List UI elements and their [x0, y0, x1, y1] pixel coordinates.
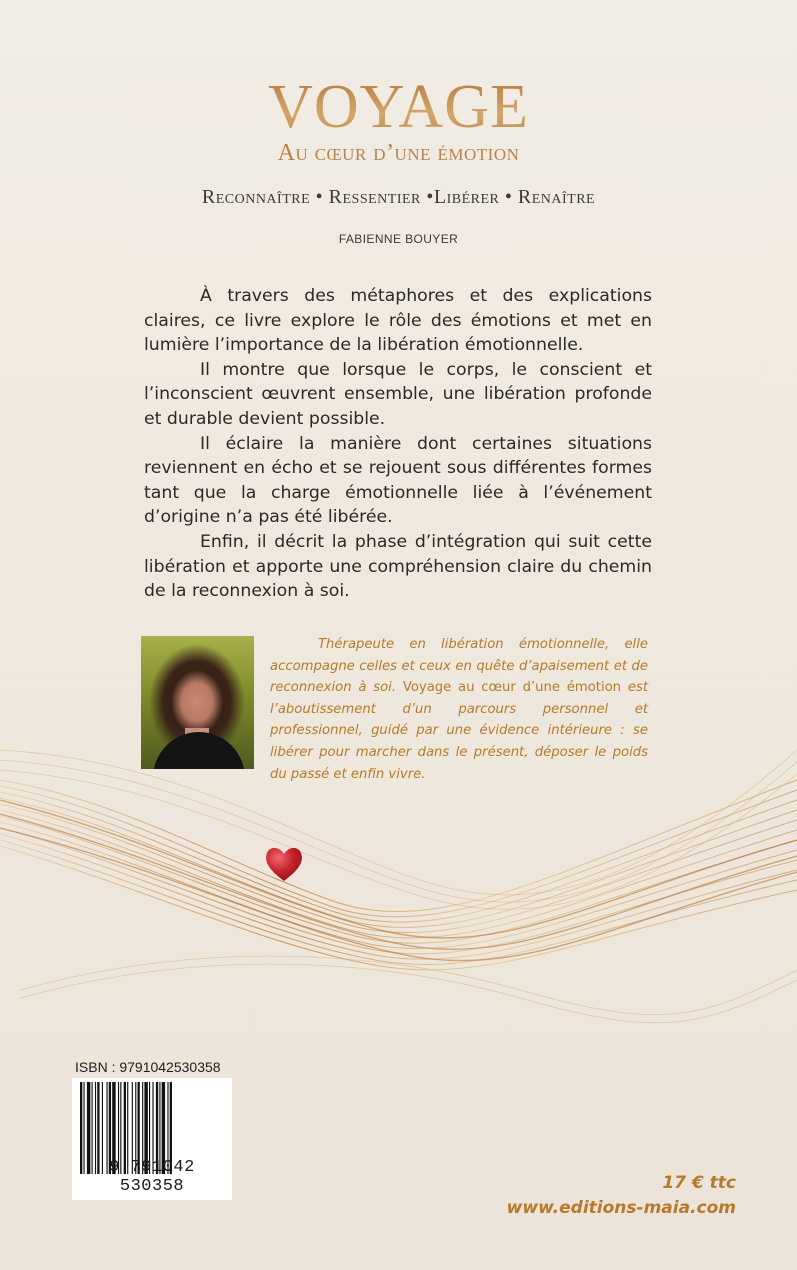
synopsis-paragraph: Il montre que lorsque le corps, le conscient et l’inconscient œuvrent ensemble, une libération profonde et durable devient possible. — [144, 359, 652, 429]
isbn-label: ISBN : 9791042530358 — [75, 1059, 221, 1075]
publisher-website: www.editions-maia.com — [506, 1198, 736, 1218]
synopsis-paragraph: Il éclaire la manière dont certaines situations reviennent en écho et se rejouent sous différentes formes tant que la charge émotionnelle liée à l’événement d’origine n’a pas été libérée. — [144, 433, 652, 528]
book-title: VOYAGE — [0, 72, 797, 143]
author-name: FABIENNE BOUYER — [338, 232, 459, 246]
bio-text-2: est l’aboutissement d’un parcours personnel et professionnel, guidé par une évidence intérieure : se libérer pour marcher dans le présent, déposer le poids du passé et enfin vivre. — [270, 680, 648, 782]
barcode-number: 9 791042 530358 — [109, 1158, 195, 1196]
book-subtitle: Au cœur d’une émotion — [277, 140, 520, 166]
bio-book-title: Voyage au cœur d’une émotion — [402, 680, 622, 696]
price: 17 € ttc — [662, 1173, 736, 1193]
book-keywords: Reconnaître • Ressentier •Libérer • Renaître — [201, 186, 596, 208]
author-photo-shoulders — [153, 732, 245, 769]
barcode — [72, 1078, 232, 1200]
synopsis-paragraph: Enfin, il décrit la phase d’intégration qui suit cette libération et apporte une compréhension claire du chemin de la reconnexion à soi. — [144, 531, 652, 602]
author-bio — [270, 634, 648, 785]
bio-text-1: Thérapeute en libération émotionnelle, elle accompagne celles et ceux en quête d’apaisement et de reconnexion à soi. — [270, 637, 648, 696]
heart-icon — [262, 843, 306, 885]
author-photo — [141, 636, 254, 769]
synopsis-paragraph: À travers des métaphores et des explications claires, ce livre explore le rôle des émotions et met en lumière l’importance de la libération émotionnelle. — [144, 286, 652, 356]
synopsis — [144, 284, 652, 604]
